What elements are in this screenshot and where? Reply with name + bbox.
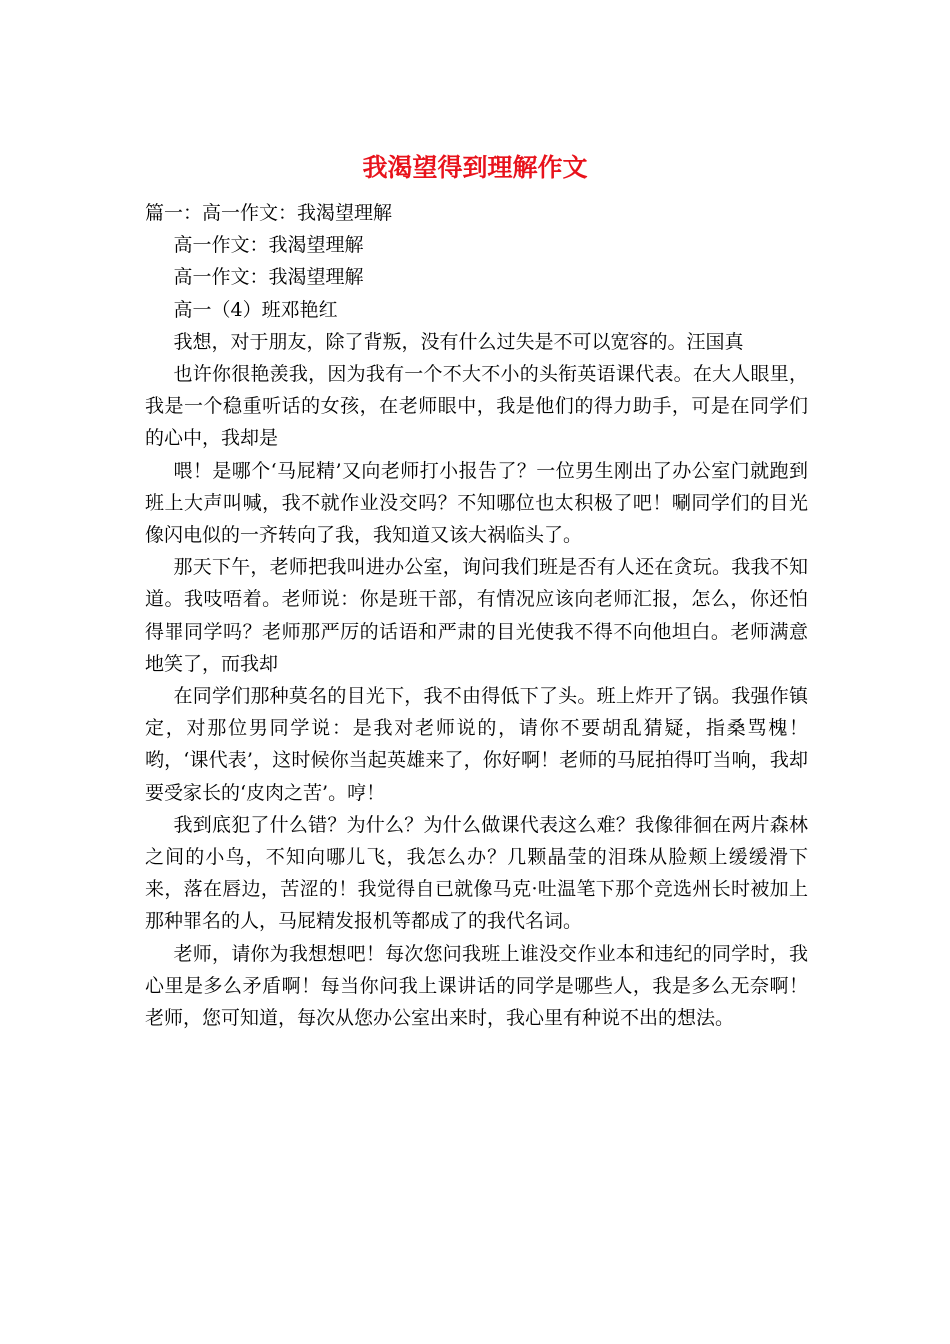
body-paragraph: 老师，请你为我想想吧！每次您问我班上谁没交作业本和违纪的同学时，我心里是多么矛盾啊！每当你问我上课讲话的同学是哪些人，我是多么无奈啊！老师，您可知道，每次从您办公室出来时，我心里有种说不出的想法。 bbox=[145, 942, 808, 1030]
body-paragraph: 在同学们那种莫名的目光下，我不由得低下了头。班上炸开了锅。我强作镇定，对那位男同学说：是我对老师说的，请你不要胡乱猜疑，指桑骂槐！哟，‘课代表’，这时候你当起英雄来了，你好啊！老师的马屁拍得叮当响，我却要受家长的‘皮肉之苦’。哼！ bbox=[145, 685, 808, 804]
body-paragraph: 喂！是哪个‘马屁精’又向老师打小报告了？一位男生刚出了办公室门就跑到班上大声叫喊，我不就作业没交吗？不知哪位也太积极了吧！唰同学们的目光像闪电似的一齐转向了我，我知道又该大祸临头了。 bbox=[145, 459, 808, 547]
document-title: 我渴望得到理解作文 bbox=[362, 153, 588, 182]
section-heading: 篇一：高一作文：我渴望理解 bbox=[145, 202, 393, 224]
body-paragraph: 也许你很艳羡我，因为我有一个不大不小的头衔英语课代表。在大人眼里，我是一个稳重听话的女孩，在老师眼中，我是他们的得力助手，可是在同学们的心中，我却是 bbox=[145, 363, 808, 450]
body-paragraph: 那天下午，老师把我叫进办公室，询问我们班是否有人还在贪玩。我我不知道。我吱唔着。老师说：你是班干部，有情况应该向老师汇报，怎么，你还怕得罪同学吗？老师那严厉的话语和严肃的目光使我不得不向他坦白。老师满意地笑了，而我却 bbox=[145, 556, 808, 675]
document-body bbox=[145, 197, 808, 1034]
body-paragraph: 我到底犯了什么错？为什么？为什么做课代表这么难？我像徘徊在两片森林之间的小鸟，不知向哪儿飞，我怎么办？几颗晶莹的泪珠从脸颊上缓缓滑下来，落在唇边，苦涩的！我觉得自已就像马克·吐温笔下那个竞选州长时被加上那种罪名的人，马屁精发报机等都成了的我代名词。 bbox=[145, 813, 808, 933]
essay-title-line: 高一作文：我渴望理解 bbox=[173, 234, 364, 257]
author-line: 高一（4）班邓艳红 bbox=[173, 298, 338, 321]
epigraph-paragraph: 我想，对于朋友，除了背叛，没有什么过失是不可以宽容的。汪国真 bbox=[173, 330, 744, 353]
essay-title-line: 高一作文：我渴望理解 bbox=[173, 266, 364, 289]
